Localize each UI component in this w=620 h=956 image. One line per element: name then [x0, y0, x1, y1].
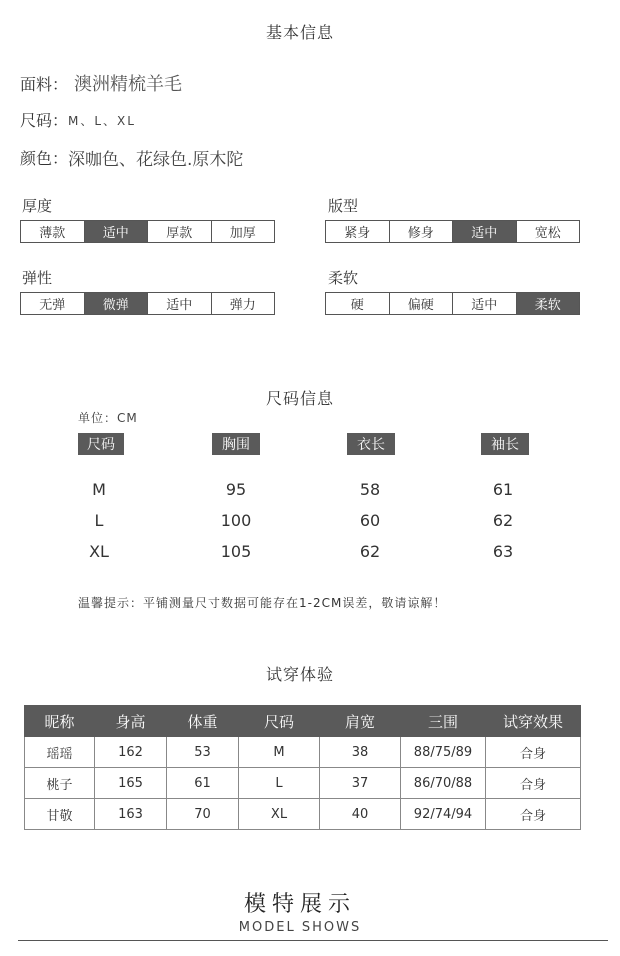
try-on-table [24, 705, 581, 830]
size-cell: M [92, 480, 106, 499]
fit-title: 版型 [328, 197, 359, 215]
cell-size: XL [239, 799, 320, 830]
fabric-label: 面料： [20, 75, 69, 94]
cell-nickname: 桃子 [25, 768, 95, 799]
cell-fit: 合身 [486, 768, 581, 799]
header-fit: 试穿效果 [486, 706, 581, 737]
header-nickname: 昵称 [25, 706, 95, 737]
size-header-chest: 胸围 [212, 433, 260, 455]
cell-shoulder: 40 [320, 799, 401, 830]
cell-size: L [239, 768, 320, 799]
size-cell: XL [89, 542, 109, 561]
scale-option: 加厚 [211, 221, 275, 242]
elasticity-scale [20, 292, 275, 315]
header-shoulder: 肩宽 [320, 706, 401, 737]
cell-weight: 61 [167, 768, 239, 799]
model-show-subtitle: MODEL SHOWS [238, 920, 362, 935]
size-value: M、L、XL [68, 114, 136, 128]
size-cell: 63 [492, 542, 514, 561]
cell-size: M [239, 737, 320, 768]
size-cell: L [94, 511, 104, 530]
scale-option: 无弹 [39, 298, 66, 313]
cell-height: 162 [95, 737, 167, 768]
size-cell: 95 [225, 480, 247, 499]
size-header-size: 尺码 [78, 433, 124, 455]
scale-option: 柔软 [516, 293, 580, 314]
cell-height: 165 [95, 768, 167, 799]
cell-measurements: 86/70/88 [401, 768, 486, 799]
elasticity-title: 弹性 [22, 269, 53, 287]
cell-weight: 53 [167, 737, 239, 768]
basic-info-title: 基本信息 [265, 23, 334, 42]
size-cell: 58 [359, 480, 381, 499]
size-label: 尺码： [20, 111, 69, 130]
cell-nickname: 甘敬 [25, 799, 95, 830]
scale-option: 修身 [389, 221, 453, 242]
cell-measurements: 92/74/94 [401, 799, 486, 830]
thickness-scale [20, 220, 275, 243]
header-size: 尺码 [239, 706, 320, 737]
size-cell: 62 [492, 511, 514, 530]
header-weight: 体重 [167, 706, 239, 737]
measurement-tip: 温馨提示：平铺测量尺寸数据可能存在1-2CM误差，敬请谅解！ [78, 596, 447, 610]
model-show-title: 模特展示 [243, 892, 356, 917]
scale-option: 紧身 [344, 226, 371, 241]
scale-option: 宽松 [516, 221, 580, 242]
table-row [25, 768, 581, 799]
scale-option: 适中 [452, 221, 516, 242]
softness-scale [325, 292, 580, 315]
cell-shoulder: 38 [320, 737, 401, 768]
size-header-length: 衣长 [347, 433, 395, 455]
try-on-title: 试穿体验 [265, 665, 334, 684]
unit-label: 单位：CM [78, 411, 138, 425]
scale-option: 弹力 [211, 293, 275, 314]
fabric-value: 澳洲精梳羊毛 [74, 74, 182, 95]
header-measurements: 三围 [401, 706, 486, 737]
color-value: 深咖色、花绿色.原木陀 [68, 150, 244, 170]
size-cell: 60 [359, 511, 381, 530]
divider [18, 940, 608, 941]
cell-height: 163 [95, 799, 167, 830]
size-cell: 100 [220, 511, 252, 530]
header-height: 身高 [95, 706, 167, 737]
cell-fit: 合身 [486, 799, 581, 830]
scale-option: 硬 [350, 298, 364, 313]
cell-nickname: 瑶瑶 [25, 737, 95, 768]
scale-option: 适中 [84, 221, 148, 242]
size-cell: 61 [492, 480, 514, 499]
size-info-title: 尺码信息 [265, 389, 334, 408]
thickness-title: 厚度 [22, 197, 53, 215]
cell-fit: 合身 [486, 737, 581, 768]
color-label: 颜色： [20, 149, 69, 168]
cell-weight: 70 [167, 799, 239, 830]
scale-option: 偏硬 [389, 293, 453, 314]
scale-option: 厚款 [147, 221, 211, 242]
table-row [25, 799, 581, 830]
try-on-header-row [25, 706, 581, 737]
cell-shoulder: 37 [320, 768, 401, 799]
softness-title: 柔软 [328, 269, 359, 287]
scale-option: 微弹 [84, 293, 148, 314]
scale-option: 适中 [452, 293, 516, 314]
table-row [25, 737, 581, 768]
size-cell: 62 [359, 542, 381, 561]
scale-option: 薄款 [39, 226, 66, 241]
cell-measurements: 88/75/89 [401, 737, 486, 768]
size-header-sleeve: 袖长 [481, 433, 529, 455]
fit-scale [325, 220, 580, 243]
scale-option: 适中 [147, 293, 211, 314]
size-cell: 105 [220, 542, 252, 561]
